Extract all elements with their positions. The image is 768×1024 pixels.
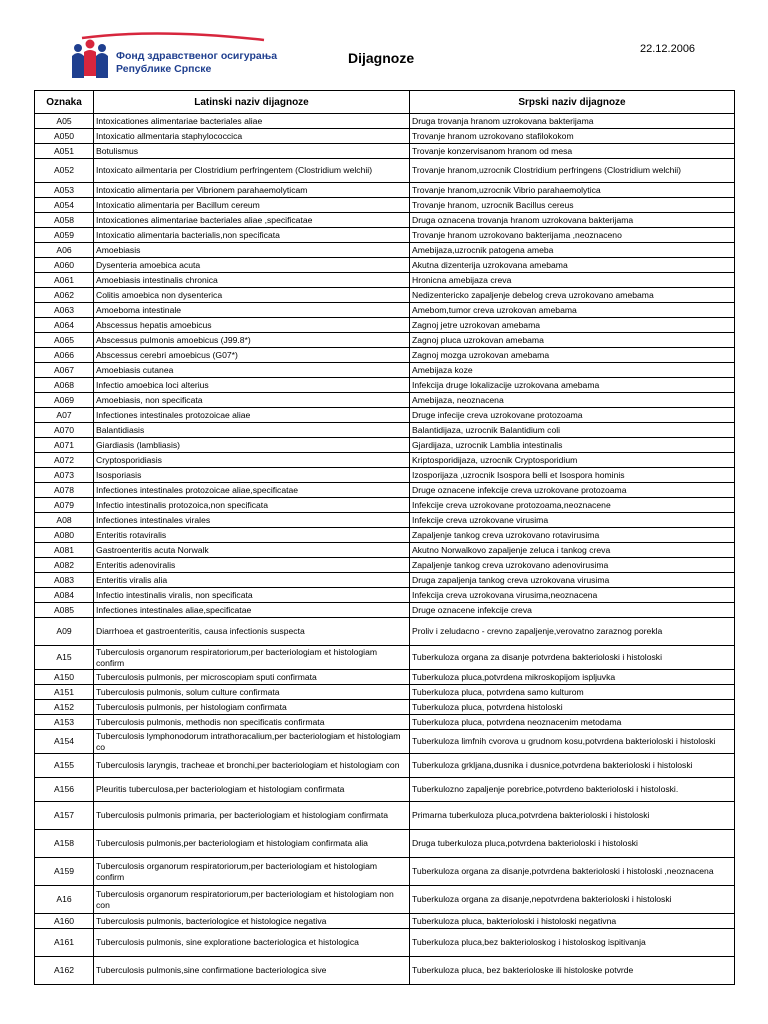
organization-name [116, 50, 277, 76]
cell-serbian: Tuberkuloza limfnih cvorova u grudnom kosu,potvrdena bakterioloski i histoloski [410, 730, 735, 754]
cell-serbian: Tuberkuloza pluca, bakterioloski i histoloski negativna [410, 914, 735, 929]
cell-serbian: Nedizentericko zapaljenje debelog creva uzrokovano amebama [410, 288, 735, 303]
cell-code: A159 [35, 858, 94, 886]
cell-code: A054 [35, 198, 94, 213]
table-row [35, 957, 735, 985]
cell-latin: Amoeboma intestinale [94, 303, 410, 318]
organization-name-line1: Фонд здравственог осигурања [116, 50, 278, 62]
cell-serbian: Infekcije creva uzrokovane protozoama,neoznacene [410, 498, 735, 513]
cell-latin: Dysenteria amoebica acuta [94, 258, 410, 273]
cell-serbian: Tuberkuloza pluca,bez bakterioloskog i histoloskog ispitivanja [410, 929, 735, 957]
cell-latin: Tuberculosis pulmonis,per bacteriologiam et histologiam confirmata alia [94, 830, 410, 858]
table-row [35, 886, 735, 914]
cell-code: A160 [35, 914, 94, 929]
cell-latin: Enteritis rotaviralis [94, 528, 410, 543]
cell-latin: Pleuritis tuberculosa,per bacteriologiam et histologiam confirmata [94, 778, 410, 802]
table-row [35, 213, 735, 228]
cell-latin: Tuberculosis organorum respiratoriorum,per bacteriologiam et histologiam confirm [94, 646, 410, 670]
cell-latin: Abscessus pulmonis amoebicus (J99.8*) [94, 333, 410, 348]
table-header-row [35, 91, 735, 114]
cell-serbian: Gjardijaza, uzrocnik Lamblia intestinalis [410, 438, 735, 453]
table-row [35, 288, 735, 303]
cell-code: A062 [35, 288, 94, 303]
cell-latin: Amoebiasis intestinalis chronica [94, 273, 410, 288]
cell-serbian: Tuberkuloza pluca, potvrdena samo kulturom [410, 685, 735, 700]
cell-serbian: Akutno Norwalkovo zapaljenje zeluca i tankog creva [410, 543, 735, 558]
diagnoses-table [34, 90, 735, 985]
cell-serbian: Amebijaza koze [410, 363, 735, 378]
cell-serbian: Izosporijaza ,uzrocnik Isospora belli et Isospora hominis [410, 468, 735, 483]
cell-code: A067 [35, 363, 94, 378]
cell-latin: Intoxicatio alimentaria bacterialis,non specificata [94, 228, 410, 243]
cell-serbian: Druga oznacena trovanja hranom uzrokovana bakterijama [410, 213, 735, 228]
cell-latin: Abscessus cerebri amoebicus (G07*) [94, 348, 410, 363]
cell-serbian: Zagnoj mozga uzrokovan amebama [410, 348, 735, 363]
cell-serbian: Zagnoj pluca uzrokovan amebama [410, 333, 735, 348]
table-row [35, 754, 735, 778]
cell-code: A080 [35, 528, 94, 543]
cell-latin: Infectiones intestinales protozoicae aliae [94, 408, 410, 423]
cell-latin: Isosporiasis [94, 468, 410, 483]
table-row [35, 453, 735, 468]
cell-serbian: Tuberkuloza organa za disanje,nepotvrdena bakterioloski i histoloski [410, 886, 735, 914]
cell-serbian: Druge oznacene infekcije creva [410, 603, 735, 618]
cell-code: A072 [35, 453, 94, 468]
cell-code: A150 [35, 670, 94, 685]
table-row [35, 802, 735, 830]
cell-code: A059 [35, 228, 94, 243]
cell-serbian: Trovanje hranom uzrokovano bakterijama ,neoznaceno [410, 228, 735, 243]
cell-code: A060 [35, 258, 94, 273]
cell-serbian: Primarna tuberkuloza pluca,potvrdena bakterioloski i histoloski [410, 802, 735, 830]
column-header-latin: Latinski naziv dijagnoze [94, 91, 410, 114]
cell-latin: Intoxicatio alimentaria per Bacillum cereum [94, 198, 410, 213]
cell-latin: Gastroenteritis acuta Norwalk [94, 543, 410, 558]
table-row [35, 243, 735, 258]
table-row [35, 393, 735, 408]
cell-code: A052 [35, 159, 94, 183]
table-row [35, 513, 735, 528]
cell-code: A085 [35, 603, 94, 618]
cell-code: A063 [35, 303, 94, 318]
table-row [35, 408, 735, 423]
cell-serbian: Proliv i zeludacno - crevno zapaljenje,verovatno zaraznog porekla [410, 618, 735, 646]
cell-serbian: Tuberkulozno zapaljenje porebrice,potvrdeno bakterioloski i histoloski. [410, 778, 735, 802]
table-row [35, 483, 735, 498]
cell-latin: Infectiones intestinales aliae,specificatae [94, 603, 410, 618]
cell-serbian: Infekcije creva uzrokovane virusima [410, 513, 735, 528]
column-header-serbian: Srpski naziv dijagnoze [410, 91, 735, 114]
table-row [35, 273, 735, 288]
cell-serbian: Tuberkuloza organa za disanje,potvrdena bakterioloski i histoloski ,neoznacena [410, 858, 735, 886]
cell-code: A16 [35, 886, 94, 914]
table-row [35, 198, 735, 213]
cell-latin: Tuberculosis pulmonis,sine confirmatione bacteriologica sive [94, 957, 410, 985]
cell-latin: Botulismus [94, 144, 410, 159]
cell-latin: Infectiones intestinales protozoicae aliae,specificatae [94, 483, 410, 498]
cell-serbian: Tuberkuloza grkljana,dusnika i dusnice,potvrdena bakterioloski i histoloski [410, 754, 735, 778]
table-row [35, 730, 735, 754]
cell-serbian: Hronicna amebijaza creva [410, 273, 735, 288]
cell-code: A071 [35, 438, 94, 453]
cell-latin: Abscessus hepatis amoebicus [94, 318, 410, 333]
cell-serbian: Infekcija druge lokalizacije uzrokovana amebama [410, 378, 735, 393]
organization-name-line2: Републике Српске [116, 63, 212, 75]
cell-serbian: Trovanje hranom,uzrocnik Vibrio parahaemolytica [410, 183, 735, 198]
cell-serbian: Amebom,tumor creva uzrokovan amebama [410, 303, 735, 318]
table-row [35, 573, 735, 588]
cell-latin: Tuberculosis pulmonis, solum culture confirmata [94, 685, 410, 700]
table-row [35, 258, 735, 273]
cell-serbian: Tuberkuloza pluca, potvrdena neoznacenim metodama [410, 715, 735, 730]
cell-code: A073 [35, 468, 94, 483]
fund-logo [68, 30, 278, 86]
cell-latin: Amoebiasis, non specificata [94, 393, 410, 408]
cell-code: A053 [35, 183, 94, 198]
table-row [35, 228, 735, 243]
table-row [35, 858, 735, 886]
cell-latin: Giardiasis (lambliasis) [94, 438, 410, 453]
cell-code: A153 [35, 715, 94, 730]
cell-serbian: Trovanje hranom,uzrocnik Clostridium perfringens (Clostridium welchii) [410, 159, 735, 183]
cell-code: A070 [35, 423, 94, 438]
cell-serbian: Amebijaza, neoznacena [410, 393, 735, 408]
cell-code: A069 [35, 393, 94, 408]
cell-serbian: Zapaljenje tankog creva uzrokovano adenovirusima [410, 558, 735, 573]
cell-latin: Intoxicationes alimentariae bacteriales aliae ,specificatae [94, 213, 410, 228]
cell-code: A051 [35, 144, 94, 159]
table-row [35, 603, 735, 618]
cell-code: A162 [35, 957, 94, 985]
table-row [35, 159, 735, 183]
table-row [35, 438, 735, 453]
table-row [35, 588, 735, 603]
cell-code: A083 [35, 573, 94, 588]
cell-code: A155 [35, 754, 94, 778]
table-row [35, 618, 735, 646]
cell-latin: Infectiones intestinales virales [94, 513, 410, 528]
cell-serbian: Akutna dizenterija uzrokovana amebama [410, 258, 735, 273]
cell-latin: Enteritis viralis alia [94, 573, 410, 588]
table-row [35, 144, 735, 159]
cell-latin: Tuberculosis organorum respiratoriorum,per bacteriologiam et histologiam non con [94, 886, 410, 914]
cell-latin: Intoxicatio allmentaria staphylococcica [94, 129, 410, 144]
cell-latin: Intoxicationes alimentariae bacteriales aliae [94, 114, 410, 129]
cell-code: A050 [35, 129, 94, 144]
table-row [35, 646, 735, 670]
page-title: Dijagnoze [348, 50, 415, 66]
cell-code: A078 [35, 483, 94, 498]
cell-latin: Enteritis adenoviralis [94, 558, 410, 573]
table-body [35, 114, 735, 985]
cell-serbian: Trovanje hranom, uzrocnik Bacillus cereus [410, 198, 735, 213]
table-row [35, 183, 735, 198]
cell-code: A158 [35, 830, 94, 858]
cell-latin: Tuberculosis pulmonis, methodis non specificatis confirmata [94, 715, 410, 730]
table-row [35, 129, 735, 144]
cell-latin: Amoebiasis [94, 243, 410, 258]
cell-serbian: Infekcija creva uzrokovana virusima,neoznacena [410, 588, 735, 603]
cell-code: A15 [35, 646, 94, 670]
cell-code: A061 [35, 273, 94, 288]
cell-latin: Tuberculosis organorum respiratoriorum,per bacteriologiam et histologiam confirm [94, 858, 410, 886]
cell-serbian: Tuberkuloza organa za disanje potvrdena bakterioloski i histoloski [410, 646, 735, 670]
table-row [35, 700, 735, 715]
cell-latin: Colitis amoebica non dysenterica [94, 288, 410, 303]
cell-code: A081 [35, 543, 94, 558]
cell-latin: Tuberculosis lymphonodorum intrathoracalium,per bacteriologiam et histologiam co [94, 730, 410, 754]
cell-code: A065 [35, 333, 94, 348]
cell-serbian: Trovanje hranom uzrokovano stafilokokom [410, 129, 735, 144]
cell-latin: Balantidiasis [94, 423, 410, 438]
cell-latin: Infectio intestinalis protozoica,non specificata [94, 498, 410, 513]
cell-serbian: Druga trovanja hranom uzrokovana bakterijama [410, 114, 735, 129]
cell-latin: Tuberculosis pulmonis, per histologiam confirmata [94, 700, 410, 715]
cell-latin: Cryptosporidiasis [94, 453, 410, 468]
cell-latin: Diarrhoea et gastroenteritis, causa infectionis suspecta [94, 618, 410, 646]
cell-serbian: Zagnoj jetre uzrokovan amebama [410, 318, 735, 333]
cell-code: A07 [35, 408, 94, 423]
cell-latin: Tuberculosis pulmonis, per microscopiam sputi confirmata [94, 670, 410, 685]
cell-code: A082 [35, 558, 94, 573]
cell-serbian: Balantidijaza, uzrocnik Balantidium coli [410, 423, 735, 438]
cell-latin: Infectio intestinalis viralis, non specificata [94, 588, 410, 603]
table-row [35, 303, 735, 318]
cell-latin: Infectio amoebica loci alterius [94, 378, 410, 393]
table-row [35, 348, 735, 363]
table-row [35, 929, 735, 957]
table-row [35, 558, 735, 573]
table-row [35, 830, 735, 858]
cell-code: A154 [35, 730, 94, 754]
cell-latin: Amoebiasis cutanea [94, 363, 410, 378]
cell-latin: Tuberculosis pulmonis primaria, per bacteriologiam et histologiam confirmata [94, 802, 410, 830]
cell-code: A156 [35, 778, 94, 802]
table-row [35, 914, 735, 929]
cell-serbian: Tuberkuloza pluca,potvrdena mikroskopijom ispljuvka [410, 670, 735, 685]
cell-code: A068 [35, 378, 94, 393]
table-row [35, 670, 735, 685]
cell-serbian: Tuberkuloza pluca, potvrdena histoloski [410, 700, 735, 715]
cell-latin: Tuberculosis pulmonis, bacteriologice et histologice negativa [94, 914, 410, 929]
table-row [35, 333, 735, 348]
cell-code: A058 [35, 213, 94, 228]
cell-code: A079 [35, 498, 94, 513]
cell-serbian: Druge infecije creva uzrokovane protozoama [410, 408, 735, 423]
cell-serbian: Tuberkuloza pluca, bez bakterioloske ili histoloske potvrde [410, 957, 735, 985]
cell-latin: Tuberculosis pulmonis, sine exploratione bacteriologica et histologica [94, 929, 410, 957]
table-row [35, 543, 735, 558]
cell-code: A064 [35, 318, 94, 333]
page-header [0, 0, 768, 90]
table-row [35, 715, 735, 730]
cell-serbian: Druga tuberkuloza pluca,potvrdena bakterioloski i histoloski [410, 830, 735, 858]
cell-code: A06 [35, 243, 94, 258]
cell-code: A066 [35, 348, 94, 363]
table-row [35, 468, 735, 483]
table-row [35, 423, 735, 438]
table-row [35, 528, 735, 543]
cell-latin: Intoxicato ailmentaria per Clostridium perfringentem (Clostridium welchii) [94, 159, 410, 183]
cell-code: A152 [35, 700, 94, 715]
cell-serbian: Druga zapaljenja tankog creva uzrokovana virusima [410, 573, 735, 588]
cell-code: A05 [35, 114, 94, 129]
cell-latin: Tuberculosis laryngis, tracheae et bronchi,per bacteriologiam et histologiam con [94, 754, 410, 778]
table-row [35, 498, 735, 513]
cell-serbian: Druge oznacene infekcije creva uzrokovane protozoama [410, 483, 735, 498]
page-date: 22.12.2006 [640, 43, 696, 55]
cell-latin: Intoxicatio alimentaria per Vibrionem parahaemolyticam [94, 183, 410, 198]
cell-serbian: Amebijaza,uzrocnik patogena ameba [410, 243, 735, 258]
cell-code: A161 [35, 929, 94, 957]
cell-code: A157 [35, 802, 94, 830]
table-row [35, 363, 735, 378]
cell-code: A09 [35, 618, 94, 646]
cell-code: A08 [35, 513, 94, 528]
cell-serbian: Trovanje konzervisanom hranom od mesa [410, 144, 735, 159]
cell-code: A084 [35, 588, 94, 603]
table-row [35, 685, 735, 700]
table-row [35, 378, 735, 393]
cell-code: A151 [35, 685, 94, 700]
table-row [35, 778, 735, 802]
table-row [35, 114, 735, 129]
table-row [35, 318, 735, 333]
cell-serbian: Kriptosporidijaza, uzrocnik Cryptosporidium [410, 453, 735, 468]
column-header-code: Oznaka [35, 91, 94, 114]
cell-serbian: Zapaljenje tankog creva uzrokovano rotavirusima [410, 528, 735, 543]
